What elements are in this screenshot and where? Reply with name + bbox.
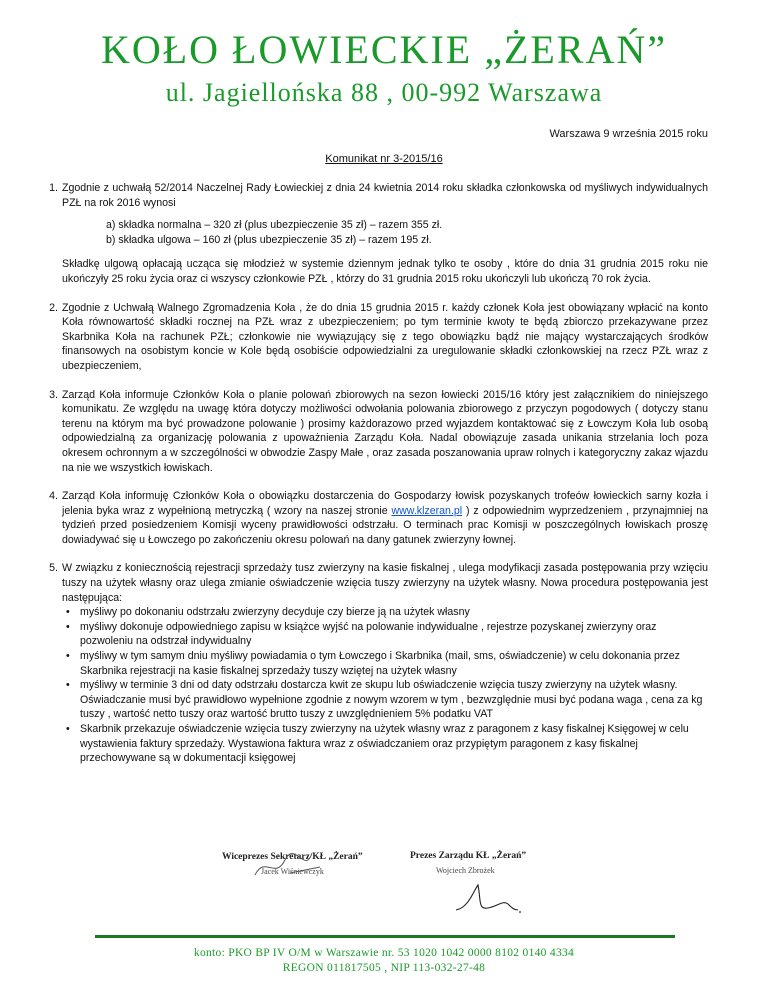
item-number: 4. (49, 490, 58, 503)
procedure-step: • myśliwy dokonuje odpowiedniego zapisu w książce wyjść na polowanie indywidualne , rejestrze pozyskanej zwierzyny oraz pozwoleniu na odstrzał indywidualny (66, 620, 657, 648)
handwritten-signature-right-icon (448, 880, 528, 920)
item-text-part: Zarząd Koła informuję Członków Koła o obowiązku dostarczenia do Gospodarzy łowisk pozyskanych trofeów łowieckich sarny kozła i jelenia byka wraz z wypełnioną metryczką ( wzory na naszej stronie (62, 490, 708, 517)
website-link[interactable]: www.klzeran.pl (391, 504, 463, 517)
bullet-icon: • (66, 723, 70, 735)
signature-stamp-left-name: Jacek Wiśniewczyk (261, 867, 324, 876)
bullet-icon: • (66, 679, 70, 692)
footer-regon-nip: REGON 011817505 , NIP 113-032-27-48 (282, 962, 486, 974)
item-note: Składkę ulgową opłacają ucząca się młodzież w systemie dziennym jednak tylko te osoby , które do dnia 31 grudnia 2015 roku nie ukończyły 25 roku życia oraz ci wszyscy członkowie PZŁ , którzy do 31 grudnia 2015 roku ukończyli lub ukończą 70 rok życia. (62, 258, 708, 285)
item-text-part: ) z odpowiednim wyprzedzeniem , przynajmniej na tydzień przed posiedzeniem Komisji wyceny prawidłowości odstrzału. O terminach prac Komisji w poszczególnych łowiskach proszę dowiadywać się u Łowczego po zakończeniu okresu polowań na dany gatunek zwierzyny łownej. (62, 504, 708, 546)
procedure-step: • myśliwy w tym samym dniu myśliwy powiadamia o tym Łowczego i Skarbnika (mail, sms, oświadczenie) w celu dokonania przez Skarbnika rejestracji na kasie fiskalnej sprzedaży tuszy wziętej na użytek własny (66, 650, 680, 677)
list-item-5 (32, 561, 708, 765)
item-number: 3. (49, 388, 58, 401)
list-item-4 (32, 489, 708, 547)
procedure-step: • myśliwy po dokonaniu odstrzału zwierzyny decyduje czy bierze ją na użytek własny (66, 606, 470, 619)
list-item-3 (32, 388, 708, 476)
procedure-list (62, 605, 708, 766)
footer-bank-account: konto: PKO BP IV O/M w Warszawie nr. 53 1020 1042 0000 8102 0140 4334 (193, 947, 575, 959)
item-text: Zarząd Koła informuje Członków Koła o planie polowań zbiorowych na sezon łowiecki 2015/16 który jest załącznikiem do niniejszego komunikatu. Ze względu na uwagę która dotyczy możliwości odwołania polowania zbiorowego z przyczyn pogodowych ( dotyczy stanu terenu na którym ma być prowadzone polowanie ) prosimy każdorazowo przed wyjazdem kontaktować się z Łowczym Koła lub osobą odpowiedzialną za organizację polowania z upoważnienia Zarządu Koła. Nadal obowiązuje zasada unikania strzelania loch poza okresem ochronnym a w szczególności w obwodzie Zaspy Małe , oraz zasada poszanowania upraw rolnych i kategoryczny zakaz wjazdu na nie we wszystkich łowiskach. (62, 388, 708, 474)
bullet-icon: • (66, 620, 70, 633)
document-title: Komunikat nr 3-2015/16 (325, 153, 443, 165)
footer-divider (95, 935, 675, 938)
item-number: 5. (49, 562, 58, 575)
signature-stamp-right-name: Wojciech Zbrożek (436, 866, 495, 875)
procedure-step: • Skarbnik przekazuje oświadczenie wzięcia tuszy zwierzyny na użytek własny wraz z paragonem z kasy fiskalnej Księgowej w celu wystawienia faktury sprzedaży. Wystawiona faktura wraz z oświadczaniem oraz przypiętym paragonem z kasy fiskalnej przechowywane są w dokumentacji księgowej (66, 723, 689, 765)
signature-stamp-left-title: Wiceprezes Sekretarz KŁ „Żerań” (222, 852, 363, 862)
fee-normal: a) składka normalna – 320 zł (plus ubezpieczenie 35 zł) – razem 355 zł. (106, 219, 443, 232)
document-body (32, 181, 708, 766)
document-date: Warszawa 9 września 2015 roku (549, 128, 708, 140)
procedure-step: • myśliwy w terminie 3 dni od daty odstrzału dostarcza kwit ze skupu lub oświadczenie wzięcia tuszy zwierzyny na użytek własny. Oświadczanie musi być prawidłowo wypełnione zgodnie z nowym wzorem w tym , bezwzględnie musi być podana waga , cena za kg tuszy , wartość netto tuszy oraz wartość brutto tuszy z uwzględnieniem 5% podatku VAT (66, 679, 703, 721)
bullet-icon: • (66, 650, 70, 663)
bullet-icon: • (66, 606, 70, 619)
item-text: Zgodnie z uchwałą 52/2014 Naczelnej Rady Łowieckiej z dnia 24 kwietnia 2014 roku składka członkowska od myśliwych indywidualnych PZŁ na rok 2016 wynosi (62, 182, 708, 209)
item-number: 2. (49, 301, 58, 314)
fee-list (106, 218, 708, 247)
handwritten-signature-left-icon (250, 845, 330, 890)
item-text: W związku z koniecznością rejestracji sprzedaży tusz zwierzyny na kasie fiskalnej , ulega modyfikacji zasada postępowania przy wzięciu tuszy na użytek własny oraz ulega zmianie oświadczenie wzięcia tuszy zwierzyny na użytek własny. Nowa procedura postępowania jest następująca: (62, 562, 708, 604)
item-text: Zgodnie z Uchwałą Walnego Zgromadzenia Koła , że do dnia 15 grudnia 2015 r. każdy członek Koła jest obowiązany wpłacić na konto Koła równowartość składki rocznej na PZŁ wraz z ubezpieczeniem; po tym terminie kwoty te będą zbiorczo przekazywane przez Skarbnika Koła na rachunek PZŁ; członkowie nie wywiązujący się z tego obowiązku bądź nie mający wystarczających środków finansowych na osobistym koncie w Kole będą osobiście odpowiedzialni za uregulowanie składki członkowskiej na rzecz PZŁ wraz z ubezpieczeniem, (62, 301, 708, 372)
list-item-1 (32, 181, 708, 287)
org-address: ul. Jagiellońska 88 , 00-992 Warszawa (165, 78, 603, 107)
item-number: 1. (49, 182, 58, 194)
list-item-2 (32, 301, 708, 374)
fee-reduced: b) składka ulgowa – 160 zł (plus ubezpieczenie 35 zł) – razem 195 zł. (106, 233, 432, 246)
signature-stamp-right-title: Prezes Zarządu KŁ „Żerań” (410, 851, 527, 861)
org-title: KOŁO ŁOWIECKIE „ŻERAŃ” (100, 27, 668, 72)
item-text (62, 489, 708, 547)
